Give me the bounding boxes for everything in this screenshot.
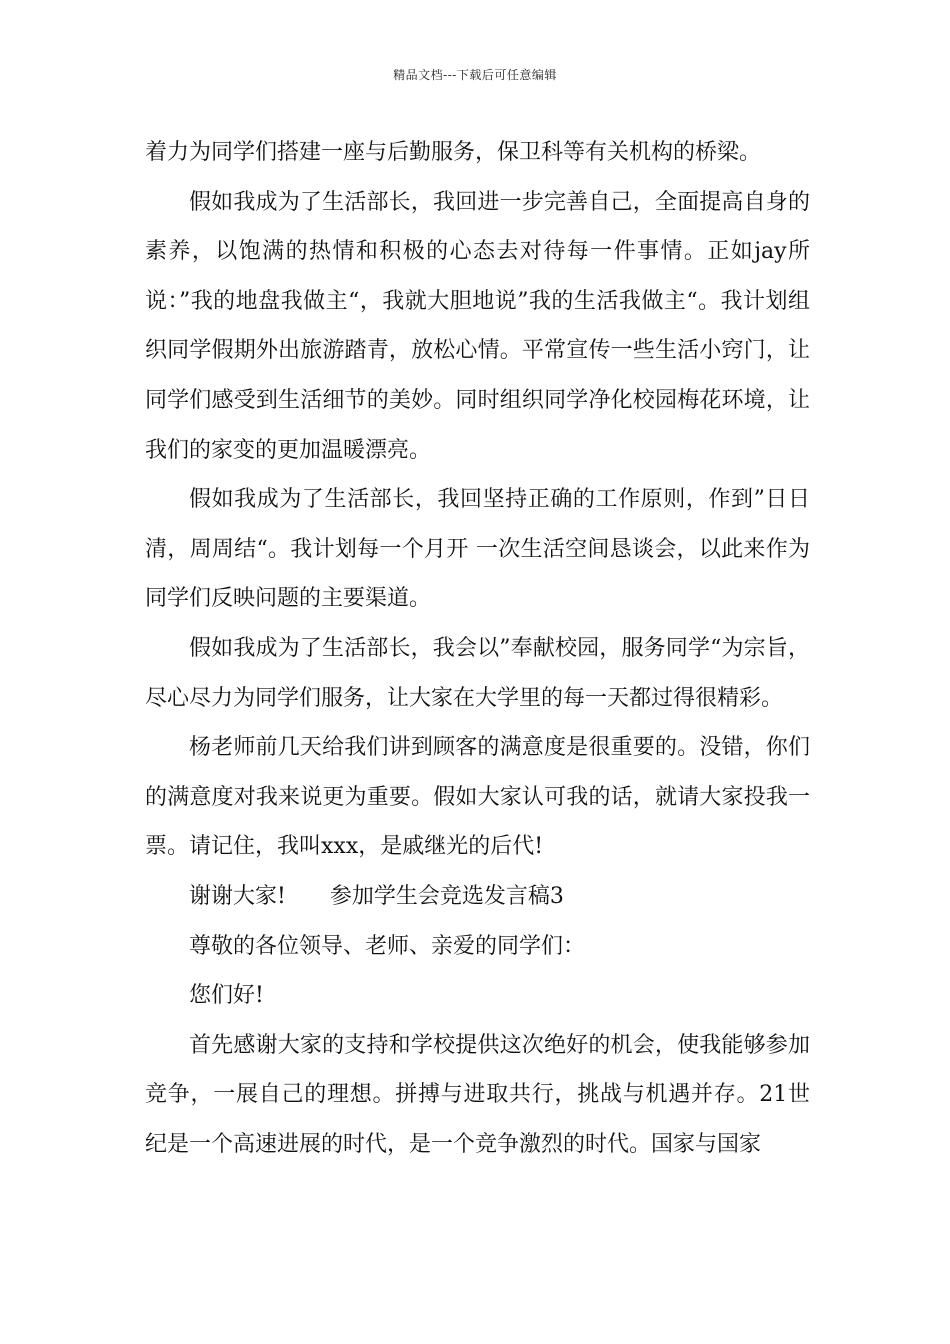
paragraph: 假如我成为了生活部长，我回进一步完善自己，全面提高自身的素养，以饱满的热情和积极的心态去对待每一件事情。正如jay所说：”我的地盘我做主“，我就大胆地说”我的生活我做主“。我计划组织同学假期外出旅游踏青，放松心情。平常宣传一些生活小窍门，让同学们感受到生活细节的美妙。同时组织同学净化校园梅花环境，让我们的家变的更加温暖漂亮。	[145, 189, 810, 463]
paragraph: 着力为同学们搭建一座与后勤服务，保卫科等有关机构的桥梁。	[145, 140, 762, 165]
document-body	[145, 128, 810, 1169]
paragraph: 您们好!	[189, 983, 264, 1009]
paragraph: 尊敬的各位领导、老师、亲爱的同学们：	[189, 933, 586, 959]
paragraph: 假如我成为了生活部长，我会以”奉献校园，服务同学“为宗旨，尽心尽力为同学们服务，让大家在大学里的每一天都过得很精彩。	[145, 635, 810, 711]
paragraph: 假如我成为了生活部长，我回坚持正确的工作原则，作到”日日清，周周结“。我计划每一个月开 一次生活空间恳谈会，以此来作为同学们反映问题的主要渠道。	[145, 487, 810, 612]
paragraph: 谢谢大家! 参加学生会竞选发言稿3	[189, 883, 564, 909]
paragraph: 杨老师前几天给我们讲到顾客的满意度是很重要的。没错，你们的满意度对我来说更为重要。假如大家认可我的话，就请大家投我一票。请记住，我叫xxx，是戚继光的后代!	[145, 735, 810, 860]
page-header: 精品文档---下载后可任意编辑	[393, 68, 557, 82]
paragraph: 首先感谢大家的支持和学校提供这次绝好的机会，使我能够参加竞争，一展自己的理想。拼搏与进取共行，挑战与机遇并存。21世纪是一个高速进展的时代，是一个竞争激烈的时代。国家与国家	[145, 1032, 810, 1157]
